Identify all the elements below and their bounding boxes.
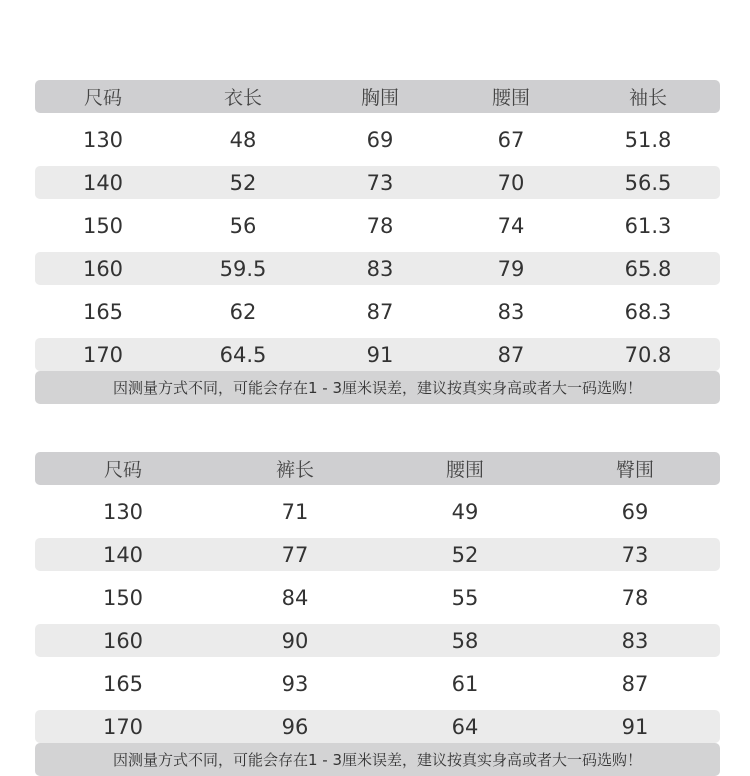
cell-pant-length: 96 bbox=[281, 714, 309, 739]
cell-chest: 78 bbox=[366, 213, 394, 238]
table-header-row bbox=[35, 452, 720, 485]
cell-pant-length: 90 bbox=[281, 628, 309, 653]
cell-sleeve: 70.8 bbox=[624, 342, 672, 367]
cell-sleeve: 61.3 bbox=[624, 213, 672, 238]
table-row bbox=[35, 538, 720, 571]
cell-length: 59.5 bbox=[219, 256, 267, 281]
table-row bbox=[35, 166, 720, 199]
header-waist: 腰围 bbox=[445, 459, 484, 481]
cell-hip: 78 bbox=[621, 585, 649, 610]
cell-size: 165 bbox=[102, 671, 144, 696]
cell-hip: 73 bbox=[621, 542, 649, 567]
cell-hip: 91 bbox=[621, 714, 649, 739]
cell-waist: 70 bbox=[497, 170, 525, 195]
cell-waist: 55 bbox=[451, 585, 479, 610]
cell-size: 160 bbox=[82, 256, 124, 281]
measurement-note-text: 因测量方式不同，可能会存在1 - 3厘米误差，建议按真实身高或者大一码选购！ bbox=[112, 751, 643, 769]
cell-pant-length: 84 bbox=[281, 585, 309, 610]
cell-sleeve: 56.5 bbox=[624, 170, 672, 195]
cell-length: 52 bbox=[229, 170, 257, 195]
cell-sleeve: 68.3 bbox=[624, 299, 672, 324]
header-sleeve: 袖长 bbox=[628, 87, 667, 109]
cell-size: 150 bbox=[102, 585, 144, 610]
table-header-row bbox=[35, 80, 720, 113]
measurement-note bbox=[35, 371, 720, 404]
cell-size: 160 bbox=[102, 628, 144, 653]
measurement-note-text: 因测量方式不同，可能会存在1 - 3厘米误差，建议按真实身高或者大一码选购！ bbox=[112, 379, 643, 397]
cell-length: 48 bbox=[229, 127, 257, 152]
top-size-chart bbox=[35, 80, 720, 404]
cell-length: 64.5 bbox=[219, 342, 267, 367]
header-length: 衣长 bbox=[223, 87, 262, 109]
cell-size: 170 bbox=[102, 714, 144, 739]
cell-waist: 67 bbox=[497, 127, 525, 152]
table-row bbox=[35, 581, 720, 614]
table-row bbox=[35, 209, 720, 242]
cell-waist: 64 bbox=[451, 714, 479, 739]
table-row bbox=[35, 667, 720, 700]
cell-sleeve: 65.8 bbox=[624, 256, 672, 281]
cell-length: 56 bbox=[229, 213, 257, 238]
bottom-size-chart bbox=[35, 452, 720, 776]
cell-waist: 61 bbox=[451, 671, 479, 696]
measurement-note bbox=[35, 743, 720, 776]
table-row bbox=[35, 123, 720, 156]
table-row bbox=[35, 495, 720, 528]
header-waist: 腰围 bbox=[491, 87, 530, 109]
cell-sleeve: 51.8 bbox=[624, 127, 672, 152]
table-row bbox=[35, 710, 720, 743]
cell-waist: 58 bbox=[451, 628, 479, 653]
table-row bbox=[35, 295, 720, 328]
cell-chest: 91 bbox=[366, 342, 394, 367]
header-size: 尺码 bbox=[103, 459, 142, 481]
cell-waist: 49 bbox=[451, 499, 479, 524]
cell-chest: 73 bbox=[366, 170, 394, 195]
cell-size: 150 bbox=[82, 213, 124, 238]
cell-pant-length: 93 bbox=[281, 671, 309, 696]
cell-hip: 83 bbox=[621, 628, 649, 653]
cell-hip: 87 bbox=[621, 671, 649, 696]
cell-chest: 83 bbox=[366, 256, 394, 281]
header-chest: 胸围 bbox=[360, 87, 399, 109]
cell-hip: 69 bbox=[621, 499, 649, 524]
cell-chest: 87 bbox=[366, 299, 394, 324]
header-hip: 臀围 bbox=[615, 459, 654, 481]
cell-waist: 52 bbox=[451, 542, 479, 567]
header-pant-length: 裤长 bbox=[275, 459, 314, 481]
cell-waist: 79 bbox=[497, 256, 525, 281]
cell-size: 140 bbox=[82, 170, 124, 195]
cell-waist: 83 bbox=[497, 299, 525, 324]
cell-size: 130 bbox=[82, 127, 124, 152]
table-row bbox=[35, 338, 720, 371]
cell-waist: 87 bbox=[497, 342, 525, 367]
cell-size: 165 bbox=[82, 299, 124, 324]
table-row bbox=[35, 252, 720, 285]
header-size: 尺码 bbox=[83, 87, 122, 109]
cell-size: 130 bbox=[102, 499, 144, 524]
cell-size: 170 bbox=[82, 342, 124, 367]
cell-chest: 69 bbox=[366, 127, 394, 152]
cell-pant-length: 71 bbox=[281, 499, 309, 524]
cell-length: 62 bbox=[229, 299, 257, 324]
table-row bbox=[35, 624, 720, 657]
cell-pant-length: 77 bbox=[281, 542, 309, 567]
cell-size: 140 bbox=[102, 542, 144, 567]
cell-waist: 74 bbox=[497, 213, 525, 238]
